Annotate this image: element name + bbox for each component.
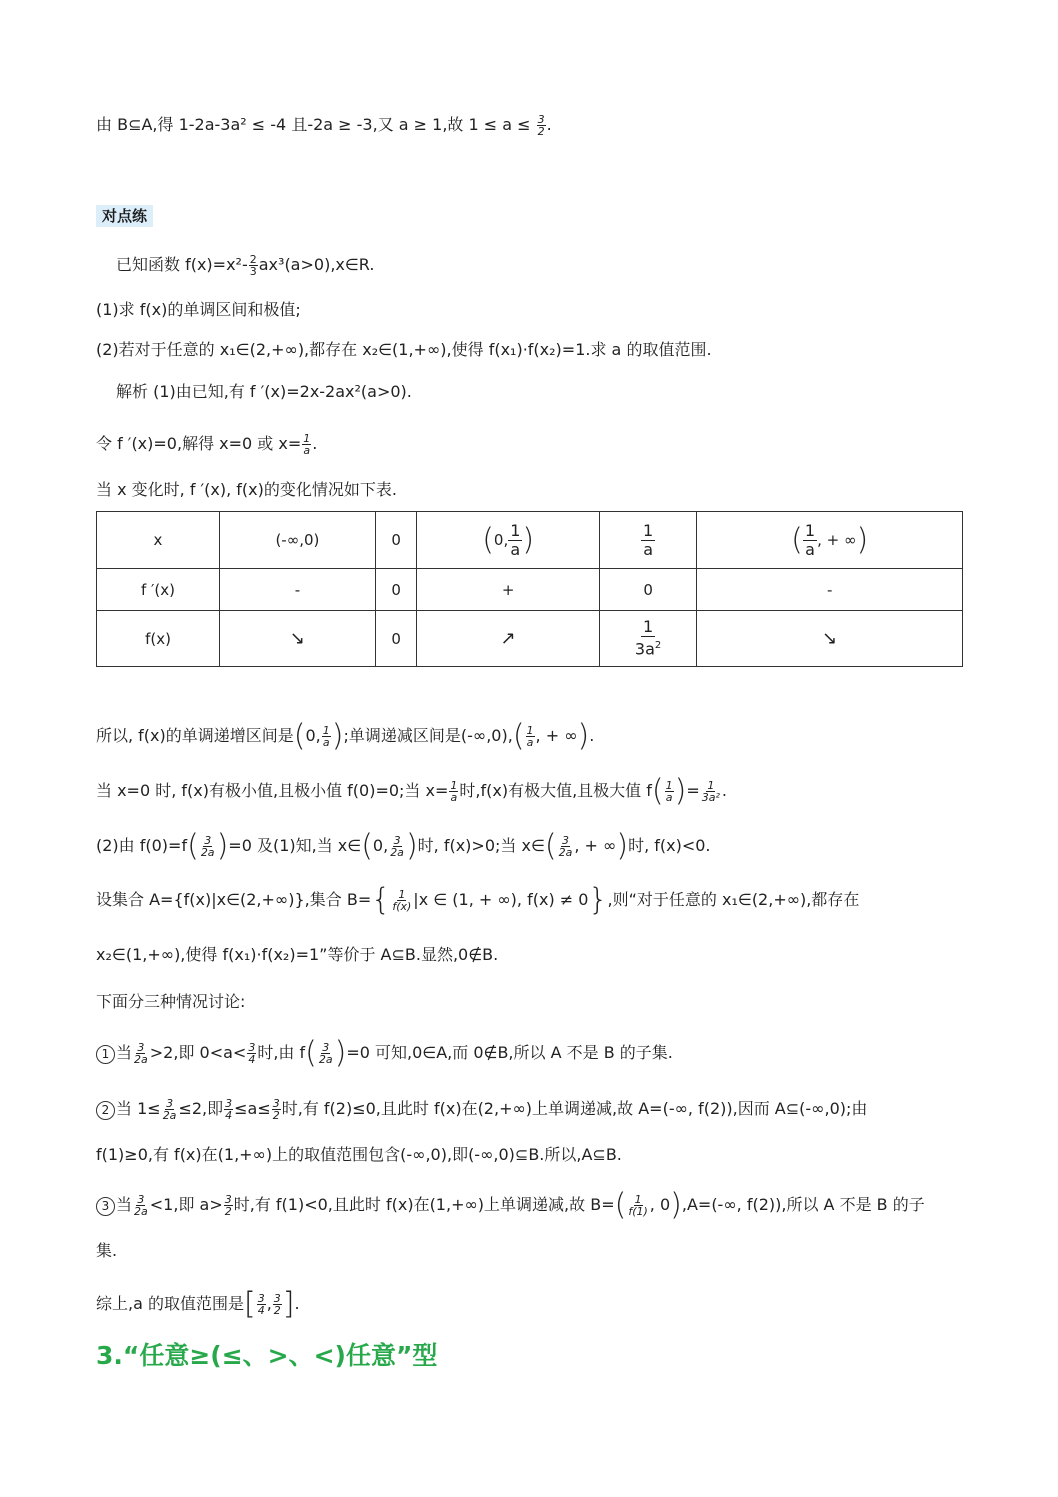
critical-points: 令 f ′(x)=0,解得 x=0 或 x= $\frac{1}{a}$ . [96, 432, 318, 457]
table-cell: 0 [375, 569, 417, 611]
text: 已知函数 f(x)=x²- [116, 255, 248, 274]
table-cell: + [417, 569, 599, 611]
text: ≤a≤ [234, 1099, 271, 1118]
numerator: 1 [303, 432, 311, 445]
fraction [302, 433, 311, 456]
case-3-continued: 集. [96, 1241, 118, 1260]
text: ≤2,即 [178, 1099, 224, 1118]
text: ,则“对于任意的 x₁∈(2,+∞),都存在 [607, 890, 860, 909]
text: 时,有 f(2)≤0,且此时 f(x)在(2,+∞)上单调递减,故 A=(-∞, f(2)),因而 A⊆(-∞,0);由 [281, 1099, 868, 1118]
fraction: $\frac{1}{a}$ [643, 520, 654, 559]
problem-statement [116, 253, 374, 277]
fraction [537, 114, 546, 137]
table-row [97, 611, 963, 667]
text: 时, f(x)<0. [628, 836, 711, 855]
text: <1,即 a> [149, 1195, 223, 1214]
text: 时,由 f [257, 1043, 306, 1062]
text: 由 B⊆A,得 1-2a-3a² ≤ -4 且-2a ≥ -3,又 a ≥ 1,故 1 ≤ a ≤ [96, 115, 536, 134]
table-row [97, 569, 963, 611]
fraction: $\frac{1}{a}$ [510, 520, 521, 559]
table-cell [599, 512, 696, 569]
case-2: 2 当 1≤ $\frac{3}{2a}$ ≤2,即 $\frac{3}{4}$ ≤a≤ $\frac{3}{2}$ 时,有 f(2)≤0,且此时 f(x)在(2,+∞)上单调递减,故 A=(-∞, f(2)),因而 A⊆(-∞,0);由 [96, 1097, 867, 1121]
text: 所以, f(x)的单调递增区间是 [96, 726, 294, 745]
table-cell: f(x) [97, 611, 220, 667]
practice-badge: 对点练 [96, 205, 153, 227]
decreasing-arrow-icon: ↘ [697, 611, 963, 667]
variation-table [96, 511, 963, 667]
text-line: 由 B⊆A,得 1-2a-3a² ≤ -4 且-2a ≥ -3,又 a ≥ 1,故 1 ≤ a ≤ $\frac{3}{2}$ . [96, 113, 552, 138]
table-cell: - [697, 569, 963, 611]
text: 当 [116, 1043, 133, 1062]
extreme-values: 当 x=0 时, f(x)有极小值,且极小值 f(0)=0;当 x= $\frac{1}{a}$ 时,f(x)有极大值,且极大值 f( $\frac{1}{a}$ )= $\frac{1}{\text{3a²}}$ . [96, 773, 727, 809]
text: ,A=(-∞, f(2)),所以 A 不是 B 的子 [681, 1195, 925, 1214]
circled-number: 1 [96, 1045, 115, 1064]
table-cell: x [97, 512, 220, 569]
text: 时,f(x)有极大值,且极大值 f [459, 781, 652, 800]
table-cell: 0 [375, 611, 417, 667]
increasing-arrow-icon: ↗ [417, 611, 599, 667]
text: 时,有 f(1)<0,且此时 f(x)在(1,+∞)上单调递减,故 B= [233, 1195, 615, 1214]
case-3: 3 当 $\frac{3}{2a}$ <1,即 a> $\frac{3}{2}$ 时,有 f(1)<0,且此时 f(x)在(1,+∞)上单调递减,故 B=( $\frac{1}{f(1)}$ , 0),A=(-∞, f(2)),所以 A 不是 B 的子 [96, 1193, 925, 1218]
fraction [249, 254, 258, 277]
table-cell: f ′(x) [97, 569, 220, 611]
text: 令 f ′(x)=0,解得 x=0 或 x= [96, 434, 302, 453]
cases-intro: 下面分三种情况讨论: [96, 992, 246, 1011]
table-row [97, 512, 963, 569]
text: . [294, 1294, 300, 1313]
fraction: $\frac{1}{3a^2}$ [634, 617, 662, 659]
circled-number: 3 [96, 1197, 115, 1216]
text: 当 1≤ [116, 1099, 161, 1118]
section-heading: 3.“任意≥(≤、>、<)任意”型 [96, 1341, 438, 1370]
solution-part1: 解析 (1)由已知,有 f ′(x)=2x-2ax²(a>0). [116, 382, 412, 401]
text: 综上,a 的取值范围是 [96, 1294, 244, 1313]
table-cell [599, 611, 696, 667]
question-2: (2)若对于任意的 x₁∈(2,+∞),都存在 x₂∈(1,+∞),使得 f(x₁)·f(x₂)=1.求 a 的取值范围. [96, 340, 712, 359]
question-1: (1)求 f(x)的单调区间和极值; [96, 300, 301, 319]
decreasing-arrow-icon: ↘ [220, 611, 376, 667]
text: =0 可知,0∈A,而 0∉B,所以 A 不是 B 的子集. [346, 1043, 673, 1062]
part2-sign: (2)由 f(0)=f( $\frac{3}{2a}$ )=0 及(1)知,当 x∈(0, $\frac{3}{2a}$ )时, f(x)>0;当 x∈( $\frac{3}{2a}$ , + ∞)时, f(x)<0. [96, 828, 711, 864]
text: 当 x=0 时, f(x)有极小值,且极小值 f(0)=0;当 x= [96, 781, 449, 800]
text: = [686, 781, 700, 800]
case-2-continued: f(1)≥0,有 f(x)在(1,+∞)上的取值范围包含(-∞,0),即(-∞,0)⊆B.所以,A⊆B. [96, 1145, 622, 1164]
denominator: 3 [249, 265, 257, 278]
table-cell: - [220, 569, 376, 611]
conclusion: 综上,a 的取值范围是[ $\frac{3}{4}$ , $\frac{3}{2}$ ]. [96, 1286, 300, 1322]
text: ;单调递减区间是(-∞,0), [343, 726, 513, 745]
denominator: a [303, 444, 311, 457]
text: 时, f(x)>0;当 x∈ [417, 836, 545, 855]
table-cell: 0 [375, 512, 417, 569]
numerator: 3 [537, 113, 545, 126]
table-cell: (0, $\frac{1}{a}$ ) [417, 512, 599, 569]
text: =0 及(1)知,当 x∈ [228, 836, 362, 855]
text: 设集合 A={f(x)|x∈(2,+∞)},集合 B= [96, 890, 372, 909]
monotonic-intervals: 所以, f(x)的单调递增区间是(0, $\frac{1}{a}$ );单调递减区间是(-∞,0),( $\frac{1}{a}$ , + ∞). [96, 718, 595, 754]
fraction: $\frac{1}{a}$ [804, 520, 816, 559]
case-1: 1 当 $\frac{3}{2a}$ >2,即 0<a< $\frac{3}{4}$ 时,由 f( $\frac{3}{2a}$ )=0 可知,0∈A,而 0∉B,所以 A 不是 B 的子集. [96, 1041, 673, 1066]
numerator: 2 [249, 253, 257, 266]
table-cell: 0 [599, 569, 696, 611]
set-definition: 设集合 A={f(x)|x∈(2,+∞)},集合 B={ $\frac{1}{f(x)}$ |x ∈ (1, + ∞), f(x) ≠ 0},则“对于任意的 x₁∈(2,+∞),都存在 [96, 882, 860, 918]
denominator: 2 [537, 125, 545, 138]
set-equivalence: x₂∈(1,+∞),使得 f(x₁)·f(x₂)=1”等价于 A⊆B.显然,0∉B. [96, 945, 499, 964]
text: >2,即 0<a< [149, 1043, 247, 1062]
text: (2)由 f(0)=f [96, 836, 188, 855]
text: ax³(a>0),x∈R. [258, 255, 375, 274]
text: 当 [116, 1195, 133, 1214]
table-cell: (-∞,0) [220, 512, 376, 569]
table-cell: ( $\frac{1}{a}$ , + ∞) [697, 512, 963, 569]
circled-number: 2 [96, 1101, 115, 1120]
table-intro: 当 x 变化时, f ′(x), f(x)的变化情况如下表. [96, 480, 397, 499]
